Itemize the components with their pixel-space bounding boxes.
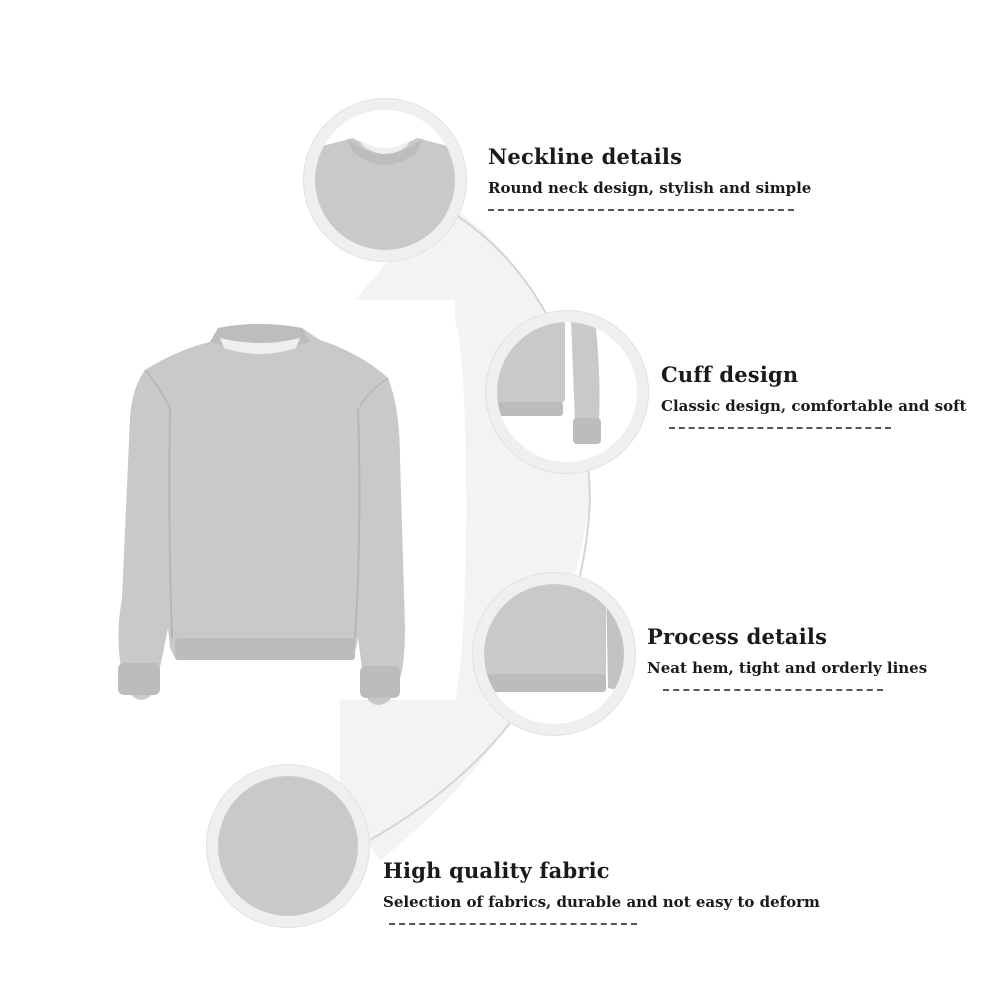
feature-title: High quality fabric [383,858,610,883]
feature-process [647,624,947,691]
divider [663,689,883,691]
sweater-image [100,318,420,713]
cuff-closeup-image [485,310,649,474]
feature-description: Neat hem, tight and orderly lines [647,659,928,677]
feature-title: Cuff design [661,362,799,387]
feature-description: Selection of fabrics, durable and not easy to deform [383,893,820,911]
feature-fabric [383,858,823,925]
neckline-closeup-image [303,98,467,262]
divider [389,923,637,925]
feature-description: Classic design, comfortable and soft [661,397,967,415]
hem-closeup-image [472,572,636,736]
feature-cuff [661,362,967,429]
feature-title: Process details [647,624,828,649]
divider [669,427,891,429]
feature-description: Round neck design, stylish and simple [488,179,812,197]
feature-title: Neckline details [488,144,683,169]
feature-neckline [488,144,812,211]
divider [488,209,794,211]
fabric-closeup-image [206,764,370,928]
